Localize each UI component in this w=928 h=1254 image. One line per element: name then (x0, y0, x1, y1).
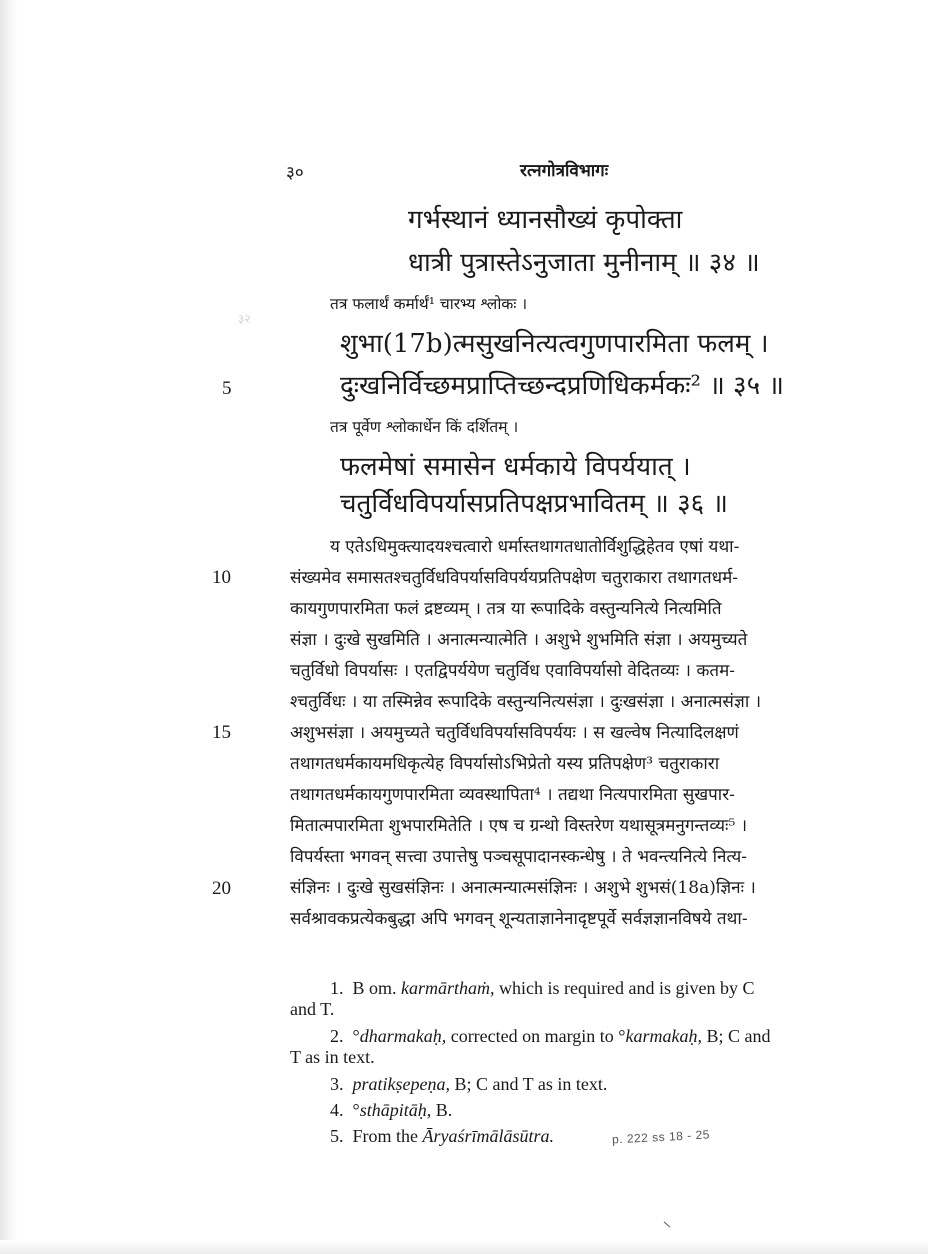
page-bottom-edge (0, 1240, 928, 1254)
line-number-20: 20 (212, 878, 231, 899)
page-left-edge (0, 0, 18, 1254)
body-line: संज्ञिनः । दुःखे सुखसंज्ञिनः । अनात्मन्यात्मसंज्ञिनः । अशुभे शुभसं(18a)ज्ञिनः । (290, 878, 756, 898)
footnote-2: 2. °dharmakaḥ, corrected on margin to °karmakaḥ, B; C and (330, 1026, 771, 1046)
body-line: सर्वश्रावकप्रत्येकबुद्धा अपि भगवन् शून्यताज्ञानेनादृष्टपूर्वे सर्वज्ञज्ञानविषये तथा- (290, 909, 748, 929)
body-line: तथागतधर्मकायमधिकृत्येह विपर्यासोऽभिप्रेतो यस्य प्रतिपक्षेण³ चतुराकारा (290, 754, 720, 774)
line-number-5: 5 (222, 378, 232, 399)
verse-35-line-1: शुभा(17b)त्मसुखनित्यत्वगुणपारमिता फलम् । (340, 329, 769, 359)
page-number: ३० (286, 163, 304, 183)
body-line: अशुभसंज्ञा । अयमुच्यते चतुर्विधविपर्यासविपर्ययः । स खल्वेष नित्यादिलक्षणं (290, 723, 739, 743)
verse-34-line-1: गर्भस्थानं ध्यानसौख्यं कृपोक्ता (408, 205, 683, 235)
body-line: संज्ञा । दुःखे सुखमिति । अनात्मन्यात्मेति । अशुभे शुभमिति संज्ञा । अयमुच्यते (290, 630, 748, 650)
running-title: रत्नगोत्रविभागः (520, 161, 609, 181)
footnote-5: 5. From the Āryaśrīmālāsūtra. (330, 1126, 555, 1146)
line-number-10: 10 (212, 567, 231, 588)
body-line: कायगुणपारमिता फलं द्रष्टव्यम् । तत्र या रूपादिके वस्तुन्यनित्ये नित्यमिति (290, 599, 722, 619)
body-line: विपर्यस्ता भगवन् सत्त्वा उपात्तेषु पञ्चसूपादानस्कन्धेषु । ते भवन्त्यनित्ये नित्य- (290, 847, 747, 867)
margin-mark: ३२ (238, 312, 251, 326)
footnote-4: 4. °sthāpitāḥ, B. (330, 1100, 453, 1120)
verse-34-line-2: धात्री पुत्रास्तेऽनुजाता मुनीनाम् ॥ ३४ ॥ (408, 248, 760, 278)
footnote-3: 3. pratikṣepeṇa, B; C and T as in text. (330, 1074, 608, 1094)
footnote-2-continuation: T as in text. (290, 1047, 375, 1067)
verse-35-line-2: दुःखनिर्विच्छमप्राप्तिच्छन्दप्रणिधिकर्मकः² ॥ ३५ ॥ (340, 371, 784, 401)
verse-36-line-2: चतुर्विधविपर्यासप्रतिपक्षप्रभावितम् ॥ ३६ ॥ (340, 489, 728, 519)
pencil-mark (664, 1222, 671, 1228)
footnote-1-continuation: and T. (290, 999, 335, 1019)
body-line: श्चतुर्विधः । या तस्मिन्नेव रूपादिके वस्तुन्यनित्यसंज्ञा । दुःखसंज्ञा । अनात्मसंज्ञा । (290, 692, 762, 712)
body-line: संख्यमेव समासतश्चतुर्विधविपर्यासविपर्ययप्रतिपक्षेण चतुराकारा तथागतधर्म- (290, 568, 739, 588)
handwritten-annotation: p. 222 ss 18 - 25 (611, 1127, 711, 1147)
body-line: य एतेऽधिमुक्त्यादयश्चत्वारो धर्मास्तथागतधातोर्विशुद्धिहेतव एषां यथा- (330, 537, 740, 557)
lead-line-1: तत्र फलार्थं कर्मार्थं¹ चारभ्य श्लोकः । (330, 295, 528, 313)
lead-line-2: तत्र पूर्वेण श्लोकार्धेन किं दर्शितम् । (330, 418, 519, 436)
line-number-15: 15 (212, 722, 231, 743)
body-line: चतुर्विधो विपर्यासः । एतद्विपर्ययेण चतुर्विध एवाविपर्यासो वेदितव्यः । कतम- (290, 661, 736, 681)
body-line: तथागतधर्मकायगुणपारमिता व्यवस्थापिता⁴ । तद्यथा नित्यपारमिता सुखपार- (290, 785, 735, 805)
footnote-1: 1. B om. karmārthaṁ, which is required and is given by C (330, 978, 755, 998)
verse-36-line-1: फलमेषां समासेन धर्मकाये विपर्ययात् । (340, 452, 691, 482)
body-line: मितात्मपारमिता शुभपारमितेति । एष च ग्रन्थो विस्तरेण यथासूत्रमनुगन्तव्यः⁵ । (290, 816, 748, 836)
